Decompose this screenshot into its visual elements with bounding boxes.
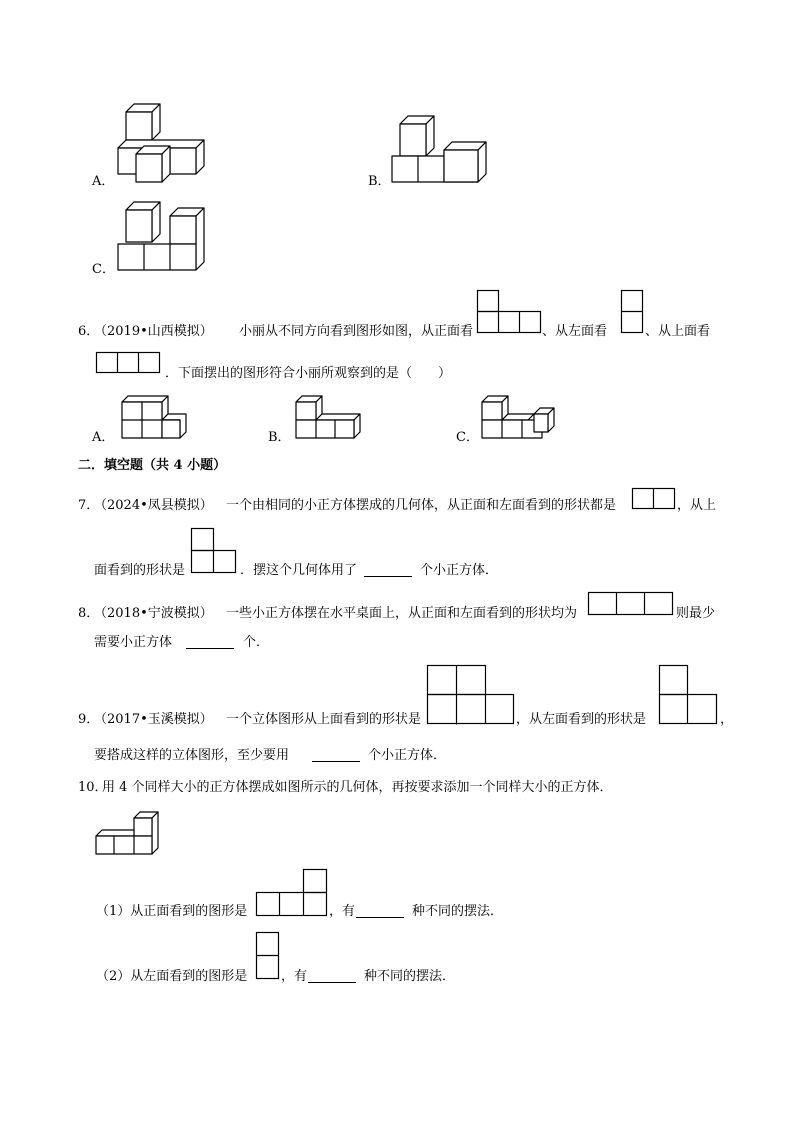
q10-part2-answer-blank[interactable] bbox=[308, 970, 356, 983]
q9-number: 9． bbox=[78, 712, 100, 727]
q6-option-a-label: A． bbox=[92, 430, 115, 445]
q6-front-view bbox=[477, 290, 541, 334]
q5-option-c-figure bbox=[112, 198, 212, 278]
q6-top-view bbox=[96, 352, 162, 374]
q9-top-view bbox=[427, 665, 515, 725]
q7-text-b: ，从上 bbox=[677, 498, 717, 513]
q6-option-c-figure bbox=[478, 392, 558, 442]
q10-part1-text-c: 种不同的摆法． bbox=[412, 904, 504, 919]
q8-number: 8． bbox=[78, 606, 100, 621]
q9-source: （2017•玉溪模拟） bbox=[94, 712, 213, 727]
q10-part2-text-a: （2）从左面看到的图形是 bbox=[96, 969, 248, 984]
q6-option-b-label: B． bbox=[268, 430, 291, 445]
q6-option-a-figure bbox=[118, 392, 190, 442]
q10-number: 10． bbox=[78, 780, 108, 795]
q10-part1-front-view bbox=[256, 869, 328, 917]
q8-answer-blank[interactable] bbox=[186, 636, 234, 649]
q10-part2-text-c: 种不同的摆法． bbox=[364, 969, 456, 984]
q10-part1-text-b: ，有 bbox=[329, 904, 356, 919]
section-2-title: 二．填空题（共 4 小题） bbox=[78, 458, 227, 473]
q8-source: （2018•宁波模拟） bbox=[94, 606, 213, 621]
q6-number: 6． bbox=[78, 324, 100, 339]
q10-part2-left-view bbox=[256, 932, 280, 980]
q9-text-e: 个小正方体． bbox=[368, 748, 447, 763]
q6-source: （2019•山西模拟） bbox=[94, 324, 213, 339]
q8-front-left-view bbox=[588, 592, 674, 616]
q7-answer-blank[interactable] bbox=[364, 564, 412, 577]
q6-left-view bbox=[621, 290, 643, 334]
q8-text-d: 个． bbox=[243, 635, 270, 650]
q8-text-a: 一些小正方体摆在水平桌面上，从正面和左面看到的形状均为 bbox=[226, 606, 578, 621]
q10-part2-text-b: ，有 bbox=[281, 969, 308, 984]
q7-top-view bbox=[191, 528, 237, 574]
q10-part1-answer-blank[interactable] bbox=[356, 905, 404, 918]
q6-option-c-label: C． bbox=[456, 430, 479, 445]
q6-text-d: ．下面摆出的图形符合小丽所观察到的是（ ） bbox=[165, 366, 452, 381]
q9-text-d: 要搭成这样的立体图形，至少要用 bbox=[94, 748, 290, 763]
q6-text-b: 、从左面看 bbox=[542, 324, 608, 339]
q10-part1-text-a: （1）从正面看到的图形是 bbox=[96, 904, 248, 919]
q6-text-c: 、从上面看 bbox=[645, 324, 711, 339]
q10-text: 用 4 个同样大小的正方体摆成如图所示的几何体，再按要求添加一个同样大小的正方体． bbox=[102, 780, 613, 795]
q9-text-c: ， bbox=[720, 712, 734, 727]
q9-left-view bbox=[659, 665, 719, 725]
q9-text-b: ，从左面看到的形状是 bbox=[516, 712, 647, 727]
q5-option-c-label: C． bbox=[92, 262, 115, 277]
q6-text-a: 小丽从不同方向看到图形如图，从正面看 bbox=[239, 324, 474, 339]
q7-text-a: 一个由相同的小正方体摆成的几何体，从正面和左面看到的形状都是 bbox=[226, 498, 617, 513]
q7-source: （2024•凤县模拟） bbox=[94, 498, 213, 513]
q7-text-d: ．摆这个几何体用了 bbox=[240, 563, 358, 578]
q7-text-c: 面看到的形状是 bbox=[94, 563, 186, 578]
q5-option-b-figure bbox=[388, 112, 492, 188]
q7-text-e: 个小正方体． bbox=[420, 563, 499, 578]
q8-text-c: 需要小正方体 bbox=[94, 635, 173, 650]
q5-option-a-label: A． bbox=[92, 174, 115, 189]
q9-answer-blank[interactable] bbox=[312, 749, 360, 762]
q8-text-b: 则最少 bbox=[676, 606, 716, 621]
q6-option-b-figure bbox=[292, 392, 364, 442]
q9-text-a: 一个立体图形从上面看到的形状是 bbox=[226, 712, 422, 727]
q5-option-b-label: B． bbox=[368, 174, 391, 189]
q7-front-left-view bbox=[632, 488, 676, 510]
q7-number: 7． bbox=[78, 498, 100, 513]
q5-option-a-figure bbox=[112, 100, 212, 190]
q10-solid-figure bbox=[94, 808, 160, 856]
